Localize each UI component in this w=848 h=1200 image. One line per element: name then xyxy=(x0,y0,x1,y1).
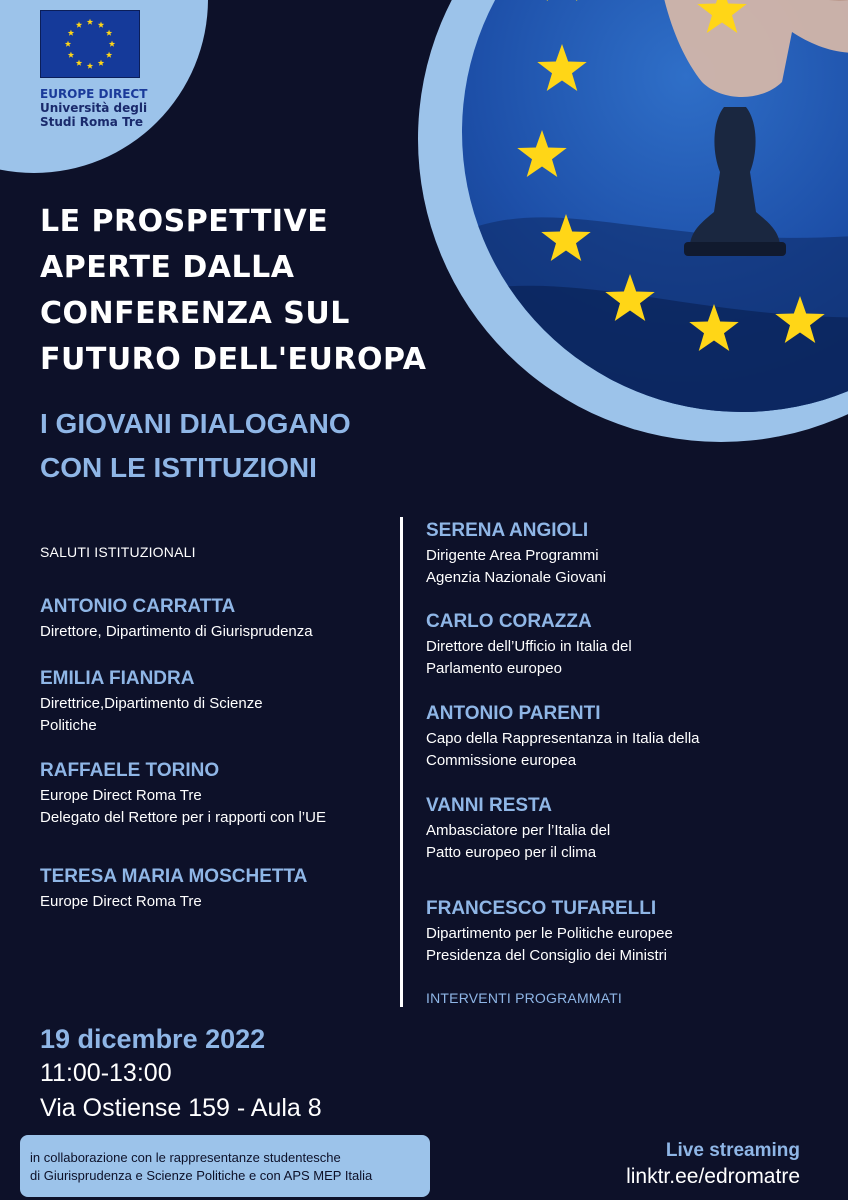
speaker-role-line2: Agenzia Nazionale Giovani xyxy=(426,569,607,586)
flag-star-icon xyxy=(106,52,112,58)
flag-star-icon xyxy=(68,30,74,36)
org-name-line1: EUROPE DIRECT xyxy=(40,87,148,101)
flag-star-icon xyxy=(106,30,112,36)
speaker-name: VANNI RESTA xyxy=(426,795,552,816)
flag-star-icon xyxy=(65,41,71,47)
flag-star-icon xyxy=(109,41,115,47)
speaker-role-line1: Direttrice,Dipartimento di Scienze xyxy=(40,695,263,712)
speaker-tufarelli xyxy=(426,897,673,967)
title-line: LE PROSPETTIVE xyxy=(40,204,329,239)
section-label-interventi: INTERVENTI PROGRAMMATI xyxy=(426,990,623,1006)
column-divider xyxy=(400,517,403,1007)
collaboration-line2: di Giurisprudenza e Scienze Politiche e con APS MEP Italia xyxy=(30,1168,373,1183)
live-streaming-link[interactable]: linktr.ee/edromatre xyxy=(626,1165,800,1188)
flag-star-icon xyxy=(68,52,74,58)
speaker-name: FRANCESCO TUFARELLI xyxy=(426,898,657,919)
speaker-role-line1: Ambasciatore per l’Italia del xyxy=(426,822,611,839)
photo-star-icon xyxy=(537,0,586,1)
speaker-torino xyxy=(40,759,326,829)
org-name-line2: Università degli xyxy=(40,101,148,115)
speaker-name: TERESA MARIA MOSCHETTA xyxy=(40,866,308,887)
organization-name xyxy=(40,87,147,129)
collaboration-box xyxy=(20,1135,430,1197)
speaker-angioli xyxy=(426,519,606,589)
flag-star-icon xyxy=(98,22,104,28)
title-line: FUTURO DELL'EUROPA xyxy=(40,342,427,377)
subtitle xyxy=(40,402,440,490)
speaker-role: Europe Direct Roma Tre xyxy=(40,893,202,910)
eu-flag-chess-photo xyxy=(462,0,848,412)
speaker-role-line2: Presidenza del Consiglio dei Ministri xyxy=(426,947,667,964)
flag-star-icon xyxy=(76,22,82,28)
speaker-name: ANTONIO PARENTI xyxy=(426,703,601,724)
speaker-corazza xyxy=(426,610,632,680)
live-streaming xyxy=(626,1139,800,1191)
speaker-parenti xyxy=(426,702,700,772)
section-label-saluti: SALUTI ISTITUZIONALI xyxy=(40,544,196,560)
speaker-role-line2: Patto europeo per il clima xyxy=(426,844,597,861)
speaker-moschetta xyxy=(40,865,307,913)
speaker-role-line2: Commissione europea xyxy=(426,752,577,769)
speaker-fiandra xyxy=(40,667,263,737)
speaker-role-line1: Dirigente Area Programmi xyxy=(426,547,599,564)
flag-star-icon xyxy=(87,63,93,69)
subtitle-line: CON LE ISTITUZIONI xyxy=(40,452,317,483)
flag-star-icon xyxy=(87,19,93,25)
speaker-role: Direttore, Dipartimento di Giurisprudenza xyxy=(40,623,313,640)
title-line: APERTE DALLA xyxy=(40,250,295,285)
subtitle-line: I GIOVANI DIALOGANO xyxy=(40,408,351,439)
live-streaming-label: Live streaming xyxy=(665,1140,800,1161)
photo-star-icon xyxy=(537,44,586,91)
speaker-resta xyxy=(426,794,610,864)
speaker-name: ANTONIO CARRATTA xyxy=(40,596,236,617)
speaker-role-line1: Direttore dell’Ufficio in Italia del xyxy=(426,638,632,655)
speaker-name: EMILIA FIANDRA xyxy=(40,668,195,689)
title-line: CONFERENZA SUL xyxy=(40,296,350,331)
flag-star-icon xyxy=(76,60,82,66)
flag-star-icon xyxy=(98,60,104,66)
event-venue: Via Ostiense 159 - Aula 8 xyxy=(40,1094,322,1122)
speaker-role-line1: Europe Direct Roma Tre xyxy=(40,787,202,804)
speaker-role-line2: Politiche xyxy=(40,717,97,734)
event-date: 19 dicembre 2022 xyxy=(40,1024,266,1054)
event-time: 11:00-13:00 xyxy=(40,1059,172,1087)
speaker-role-line1: Dipartimento per le Politiche europee xyxy=(426,925,673,942)
speaker-name: CARLO CORAZZA xyxy=(426,611,592,632)
photo-star-icon xyxy=(517,130,566,177)
main-title xyxy=(40,199,460,383)
speaker-carratta xyxy=(40,595,313,643)
speaker-role-line2: Parlamento europeo xyxy=(426,660,562,677)
speaker-role-line2: Delegato del Rettore per i rapporti con l’UE xyxy=(40,809,326,826)
eu-flag-logo xyxy=(40,10,140,78)
speaker-name: SERENA ANGIOLI xyxy=(426,520,589,541)
speaker-name: RAFFAELE TORINO xyxy=(40,760,220,781)
collaboration-line1: in collaborazione con le rappresentanze studentesche xyxy=(30,1150,341,1165)
org-name-line3: Studi Roma Tre xyxy=(40,115,143,129)
speaker-role-line1: Capo della Rappresentanza in Italia della xyxy=(426,730,700,747)
